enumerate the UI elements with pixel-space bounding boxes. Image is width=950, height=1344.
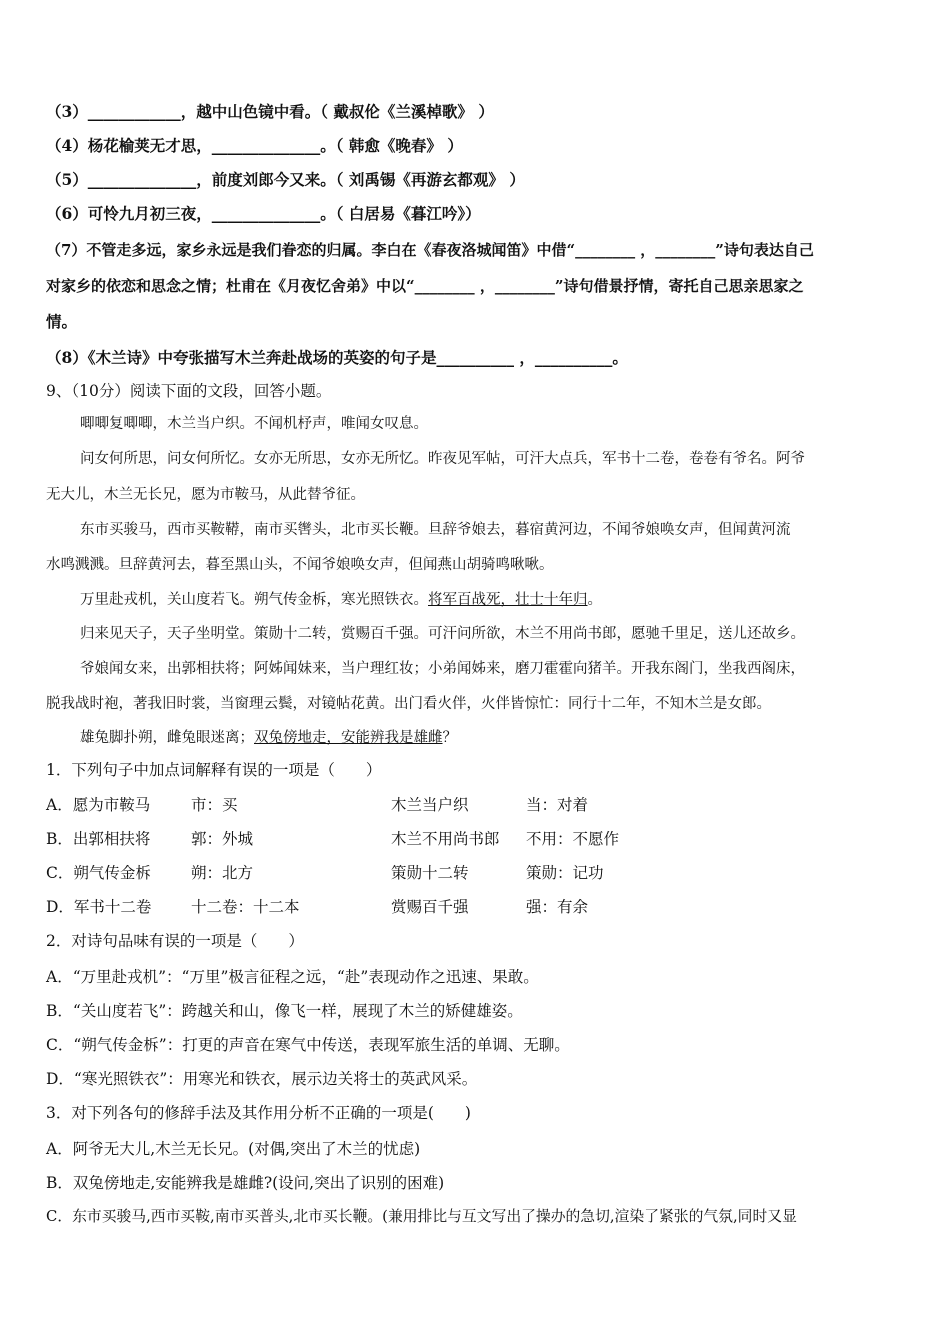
question-2-stem: 2．对诗句品味有误的一项是（ ） bbox=[46, 932, 304, 950]
option-b-explanation-2: 不用：不愿作 bbox=[526, 830, 620, 848]
option-b-label: B．出郭相扶将 bbox=[46, 830, 151, 848]
poem-paragraph-4-text: 万里赴戎机，关山度若飞。朔气传金柝，寒光照铁衣。 bbox=[80, 592, 428, 608]
question-9-header: 9、（10分）阅读下面的文段，回答小题。 bbox=[46, 382, 332, 400]
poem-paragraph-3-line-2: 水鸣溅溅。旦辞黄河去，暮至黑山头，不闻爷娘唤女声，但闻燕山胡骑鸣啾啾。 bbox=[46, 557, 554, 573]
option-d-label: D．军书十二卷 bbox=[46, 898, 152, 916]
option-c-explanation-1: 朔：北方 bbox=[191, 864, 254, 882]
poem-paragraph-4-end: 。 bbox=[587, 592, 602, 608]
question-2-option-d: D．“寒光照铁衣”：用寒光和铁衣，展示边关将士的英武风采。 bbox=[46, 1070, 478, 1088]
option-d-explanation-1: 十二卷：十二本 bbox=[191, 898, 300, 916]
fill-item-7-line-2: 对家乡的依恋和思念之情；杜甫在《月夜忆舍弟》中以“________ ，________”诗句借景抒情，寄托自己思亲思家之 bbox=[46, 277, 804, 295]
option-c-label: C．朔气传金柝 bbox=[46, 864, 151, 882]
question-2-option-c: C．“朔气传金柝”：打更的声音在寒气中传送，表现军旅生活的单调、无聊。 bbox=[46, 1036, 570, 1054]
option-d-label-2: 赏赐百千强 bbox=[391, 898, 469, 916]
poem-paragraph-5: 归来见天子，天子坐明堂。策勋十二转，赏赐百千强。可汗问所欲，木兰不用尚书郎，愿驰千里足，送儿还故乡。 bbox=[80, 626, 805, 642]
question-1-option-a bbox=[46, 795, 906, 815]
fill-item-4: （4）杨花榆荚无才思，______________。（ 韩愈《晚春》 ） bbox=[46, 136, 463, 155]
fill-item-7-line-1: （7）不管走多远，家乡永远是我们眷恋的归属。李白在《春夜洛城闻笛》中借“________ ，________”诗句表达自己 bbox=[46, 241, 814, 259]
fill-item-8: （8）《木兰诗》中夸张描写木兰奔赴战场的英姿的句子是__________ ，__________。 bbox=[46, 348, 628, 367]
poem-paragraph-7 bbox=[80, 728, 457, 748]
fill-item-5: （5）______________，前度刘郎今又来。（ 刘禹锡《再游玄都观》 ） bbox=[46, 170, 525, 189]
question-3-option-c: C．东市买骏马,西市买鞍,南市买普头,北市买长鞭。(兼用排比与互文写出了操办的急切,渲染了紧张的气氛,同时又显 bbox=[46, 1208, 797, 1225]
poem-paragraph-2-line-2: 无大儿，木兰无长兄，愿为市鞍马，从此替爷征。 bbox=[46, 487, 365, 503]
question-3-stem: 3．对下列各句的修辞手法及其作用分析不正确的一项是( ) bbox=[46, 1104, 471, 1122]
poem-paragraph-1: 唧唧复唧唧，木兰当户织。不闻机杼声，唯闻女叹息。 bbox=[80, 416, 428, 432]
poem-paragraph-3-line-1: 东市买骏马，西市买鞍鞯，南市买辔头，北市买长鞭。旦辞爷娘去，暮宿黄河边，不闻爷娘唤女声，但闻黄河流 bbox=[80, 522, 791, 538]
poem-paragraph-7-text: 雄兔脚扑朔，雌兔眼迷离； bbox=[80, 730, 254, 746]
question-1-option-d bbox=[46, 897, 906, 917]
option-c-explanation-2: 策勋：记功 bbox=[526, 864, 604, 882]
option-b-label-2: 木兰不用尚书郎 bbox=[391, 830, 500, 848]
question-3-option-a: A．阿爷无大儿,木兰无长兄。(对偶,突出了木兰的忧虑) bbox=[46, 1140, 421, 1158]
poem-paragraph-7-end: ？ bbox=[442, 730, 457, 746]
question-1-stem: 1．下列句子中加点词解释有误的一项是（ ） bbox=[46, 761, 382, 779]
underlined-sentence-1: 将军百战死，壮士十年归 bbox=[428, 592, 588, 608]
option-c-label-2: 策勋十二转 bbox=[391, 864, 469, 882]
question-3-option-b: B．双兔傍地走,安能辨我是雄雌?(设问,突出了识别的困难) bbox=[46, 1174, 445, 1192]
fill-item-7-line-3: 情。 bbox=[46, 312, 78, 331]
option-d-explanation-2: 强：有余 bbox=[526, 898, 589, 916]
option-a-explanation-1: 市：买 bbox=[191, 796, 238, 814]
fill-item-6: （6）可怜九月初三夜，______________。（ 白居易《暮江吟》） bbox=[46, 204, 481, 223]
poem-paragraph-6-line-1: 爷娘闻女来，出郭相扶将；阿姊闻妹来，当户理红妆；小弟闻姊来，磨刀霍霍向猪羊。开我东阁门，坐我西阁床， bbox=[80, 661, 805, 677]
fill-item-3: （3）____________，越中山色镜中看。（ 戴叔伦《兰溪棹歌》 ） bbox=[46, 102, 494, 121]
poem-paragraph-4 bbox=[80, 590, 602, 610]
poem-paragraph-2-line-1: 问女何所思，问女何所忆。女亦无所思，女亦无所忆。昨夜见军帖，可汗大点兵，军书十二卷，卷卷有爷名。阿爷 bbox=[80, 451, 805, 467]
question-1-option-b bbox=[46, 829, 906, 849]
underlined-sentence-2: 双兔傍地走，安能辨我是雄雌 bbox=[254, 730, 443, 746]
option-a-explanation-2: 当：对着 bbox=[526, 796, 589, 814]
question-2-option-b: B．“关山度若飞”：跨越关和山，像飞一样，展现了木兰的矫健雄姿。 bbox=[46, 1002, 523, 1020]
question-1-option-c bbox=[46, 863, 906, 883]
question-2-option-a: A．“万里赴戎机”：“万里”极言征程之远，“赴”表现动作之迅速、果敢。 bbox=[46, 968, 539, 986]
poem-paragraph-6-line-2: 脱我战时袍，著我旧时裳，当窗理云鬓，对镜帖花黄。出门看火伴，火伴皆惊忙：同行十二年，不知木兰是女郎。 bbox=[46, 696, 771, 712]
option-a-label-2: 木兰当户织 bbox=[391, 796, 469, 814]
option-b-explanation-1: 郭：外城 bbox=[191, 830, 254, 848]
option-a-label: A．愿为市鞍马 bbox=[46, 796, 151, 814]
